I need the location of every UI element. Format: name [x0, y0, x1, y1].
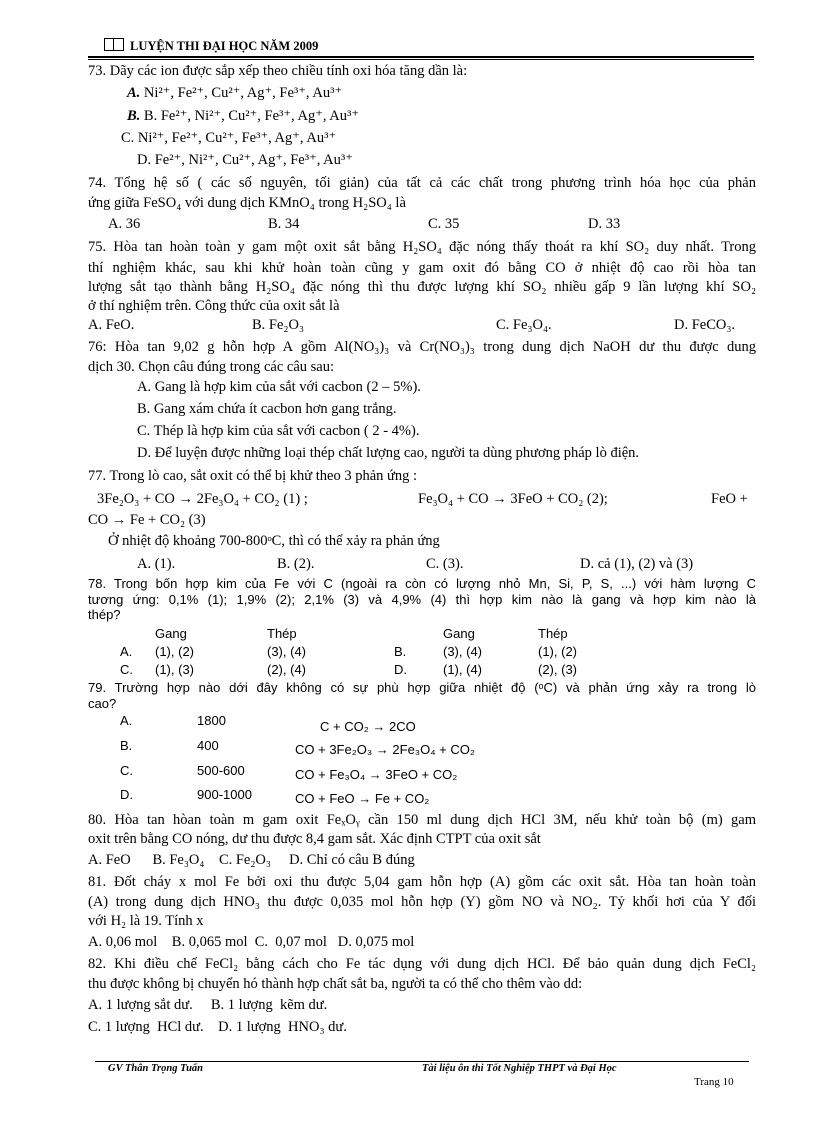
footer-page-number: Trang 10	[694, 1076, 734, 1088]
q79-row-a-reaction: C + CO₂ → 2CO	[320, 719, 416, 734]
q79-row-d-temp: 900-1000	[197, 787, 252, 802]
q73-option-c: C. Ni²⁺, Fe²⁺, Cu²⁺, Fe³⁺, Ag⁺, Au³⁺	[121, 130, 337, 146]
page-header	[104, 38, 318, 54]
q78-b-gang: (3), (4)	[443, 644, 482, 659]
q77-condition: Ở nhiệt độ khoảng 700-800ᵒC, thì có thể xảy ra phản ứng	[108, 533, 440, 549]
q73-option-a: A. Ni²⁺, Fe²⁺, Cu²⁺, Ag⁺, Fe³⁺, Au³⁺	[127, 85, 343, 101]
q79-row-c-label: C.	[120, 763, 133, 778]
q77-option-c: C. (3).	[426, 556, 464, 572]
q82-line2: thu được không bị chuyển hó thành hợp chất sắt ba, người ta có thể cho thêm vào dd:	[88, 976, 583, 992]
q79-row-c-reaction: CO + Fe₃O₄ → 3FeO + CO₂	[295, 767, 458, 782]
book-icon	[104, 38, 124, 51]
q80-line2: oxit trên bằng CO nóng, dư thu được 8,4 gam sắt. Xác định CTPT của oxit sắt	[88, 831, 541, 847]
q75-option-a: A. FeO.	[88, 317, 135, 333]
q74-line2: ứng giữa FeSO₄ với dung dịch KMnO₄ trong H₂SO₄ là	[88, 195, 406, 211]
q78-a-label: A.	[120, 644, 133, 659]
q79-row-a-temp: 1800	[197, 713, 226, 728]
q78-line2: tương ứng: 0,1% (1); 1,9% (2); 2,1% (3) và 4,9% (4) thì hợp kim nào là gang và hợp kim nào là	[88, 592, 756, 607]
q82-options-cd: C. 1 lượng HCl dư. D. 1 lượng HNO₃ dư.	[88, 1019, 347, 1035]
q75-option-b: B. Fe₂O₃	[252, 317, 305, 333]
footer-author: GV Thân Trọng Tuấn	[108, 1063, 204, 1074]
q81-options: A. 0,06 mol B. 0,065 mol C. 0,07 mol D. 0,075 mol	[88, 934, 415, 950]
q75-line1: 75. Hòa tan hoàn toàn y gam một oxit sắt bằng H₂SO₄ đặc nóng thấy thoát ra khí SO₂ duy nhất. Trong	[88, 239, 756, 255]
q78-line1: 78. Trong bốn hợp kim của Fe với C (ngoài ra còn có lượng nhỏ Mn, Si, P, S, ...) với hàm lượng C	[88, 576, 756, 591]
q81-line2: (A) trong dung dịch HNO₃ thu được 0,035 mol hỗn hợp (Y) gồm NO và NO₂. Tỷ khối hơi của Y đối	[88, 894, 756, 910]
q75-line2: thí nghiệm khác, sau khi khử hoàn toàn cũng y gam oxit đó bằng CO ở nhiệt độ cao rồi hòa tan	[88, 260, 756, 276]
q78-line3: thép?	[88, 607, 121, 622]
q76-line2: dịch 30. Chọn câu đúng trong các câu sau:	[88, 359, 335, 375]
q78-d-label: D.	[394, 662, 407, 677]
q75-line4: ở thí nghiệm trên. Công thức của oxit sắt là	[88, 298, 340, 314]
q75-option-c: C. Fe₃O₄.	[496, 317, 552, 333]
q79-row-b-reaction: CO + 3Fe₂O₃ → 2Fe₃O₄ + CO₂	[295, 742, 475, 757]
q78-header-gang-2: Gang	[443, 626, 475, 641]
q75-option-d: D. FeCO₃.	[674, 317, 736, 333]
q76-option-c: C. Thép là hợp kim của sắt với cacbon ( 2 - 4%).	[137, 423, 420, 439]
q79-row-b-label: B.	[120, 738, 133, 753]
q78-header-thep: Thép	[267, 626, 297, 641]
header-rule	[88, 56, 754, 58]
q81-line1: 81. Đốt cháy x mol Fe bởi oxi thu được 5,04 gam hỗn hợp (A) gồm các oxit sắt. Hòa tan hoàn toàn	[88, 874, 756, 890]
q77-eq3-start: FeO +	[711, 491, 748, 507]
q80-options: A. FeO B. Fe₃O₄ C. Fe₂O₃ D. Chỉ có câu B đúng	[88, 852, 415, 868]
header-rule-thin	[88, 59, 754, 60]
q78-d-gang: (1), (4)	[443, 662, 482, 677]
q73-stem: 73. Dãy các ion được sắp xếp theo chiều tính oxi hóa tăng dần là:	[88, 63, 468, 79]
q77-stem: 77. Trong lò cao, sắt oxit có thể bị khử theo 3 phản ứng :	[88, 468, 418, 484]
q74-line1: 74. Tổng hệ số ( các số nguyên, tối giản) của tất cả các chất trong phương trình hóa học của phản	[88, 175, 756, 191]
q78-a-thep: (3), (4)	[267, 644, 306, 659]
q80-line1: 80. Hòa tan hòan toàn m gam oxit FeₓOᵧ cần 150 ml dung dịch HCl 3M, nếu khử toàn bộ (m) gam	[88, 812, 756, 828]
q79-row-a-label: A.	[120, 713, 133, 728]
q78-c-thep: (2), (4)	[267, 662, 306, 677]
q77-option-a: A. (1).	[137, 556, 176, 572]
q79-row-d-reaction: CO + FeO → Fe + CO₂	[295, 791, 430, 806]
footer-doc-title: Tài liệu ôn thi Tốt Nghiệp THPT và Đại Học	[422, 1063, 617, 1074]
q76-option-d: D. Để luyện được những loại thép chất lượng cao, người ta dùng phương pháp lò điện.	[137, 445, 640, 461]
q74-option-c: C. 35	[428, 216, 460, 232]
footer-rule	[95, 1061, 749, 1062]
q73-option-b: B. B. Fe²⁺, Ni²⁺, Cu²⁺, Fe³⁺, Ag⁺, Au³⁺	[127, 108, 360, 124]
q76-option-b: B. Gang xám chứa ít cacbon hơn gang trắng.	[137, 401, 397, 417]
q78-header-gang: Gang	[155, 626, 187, 641]
q78-d-thep: (2), (3)	[538, 662, 577, 677]
header-title: LUYỆN THI ĐẠI HỌC NĂM 2009	[130, 39, 319, 53]
q78-header-thep-2: Thép	[538, 626, 568, 641]
q76-line1: 76: Hòa tan 9,02 g hỗn hợp A gồm Al(NO₃)₃ và Cr(NO₃)₃ trong dung dịch NaOH dư thu được dung	[88, 339, 756, 355]
q78-c-label: C.	[120, 662, 133, 677]
q74-option-b: B. 34	[268, 216, 300, 232]
q77-eq2: Fe₃O₄ + CO → 3FeO + CO₂ (2);	[418, 491, 608, 507]
q74-option-a: A. 36	[108, 216, 141, 232]
q79-line1: 79. Trường hợp nào dới đây không có sự phù hợp giữa nhiệt độ (ᵒC) và phản ứng xảy ra trong lò	[88, 680, 756, 695]
q73-option-d: D. Fe²⁺, Ni²⁺, Cu²⁺, Ag⁺, Fe³⁺, Au³⁺	[137, 152, 353, 168]
q82-line1: 82. Khi điều chế FeCl₂ bằng cách cho Fe tác dụng với dung dịch HCl. Để bảo quản dung dịch FeCl₂	[88, 956, 756, 972]
q78-c-gang: (1), (3)	[155, 662, 194, 677]
q79-row-c-temp: 500-600	[197, 763, 245, 778]
q77-option-b: B. (2).	[277, 556, 315, 572]
q77-eq1: 3Fe₂O₃ + CO → 2Fe₃O₄ + CO₂ (1) ;	[97, 491, 308, 507]
q79-row-b-temp: 400	[197, 738, 219, 753]
q79-row-d-label: D.	[120, 787, 133, 802]
q82-options-ab: A. 1 lượng sắt dư. B. 1 lượng kẽm dư.	[88, 997, 328, 1013]
q74-option-d: D. 33	[588, 216, 621, 232]
q76-option-a: A. Gang là hợp kim của sắt với cacbon (2 – 5%).	[137, 379, 421, 395]
q78-b-label: B.	[394, 644, 407, 659]
q79-line2: cao?	[88, 696, 117, 711]
q81-line3: với H₂ là 19. Tính x	[88, 913, 204, 929]
q77-eq3-end: CO → Fe + CO₂ (3)	[88, 512, 206, 528]
q75-line3: lượng sắt tạo thành bằng H₂SO₄ đặc nóng thì thu được lượng khí SO₂ nhiều gấp 9 lần lượng khí SO₂	[88, 279, 756, 295]
q78-a-gang: (1), (2)	[155, 644, 194, 659]
q78-b-thep: (1), (2)	[538, 644, 577, 659]
q77-option-d: D. cả (1), (2) và (3)	[580, 556, 694, 572]
